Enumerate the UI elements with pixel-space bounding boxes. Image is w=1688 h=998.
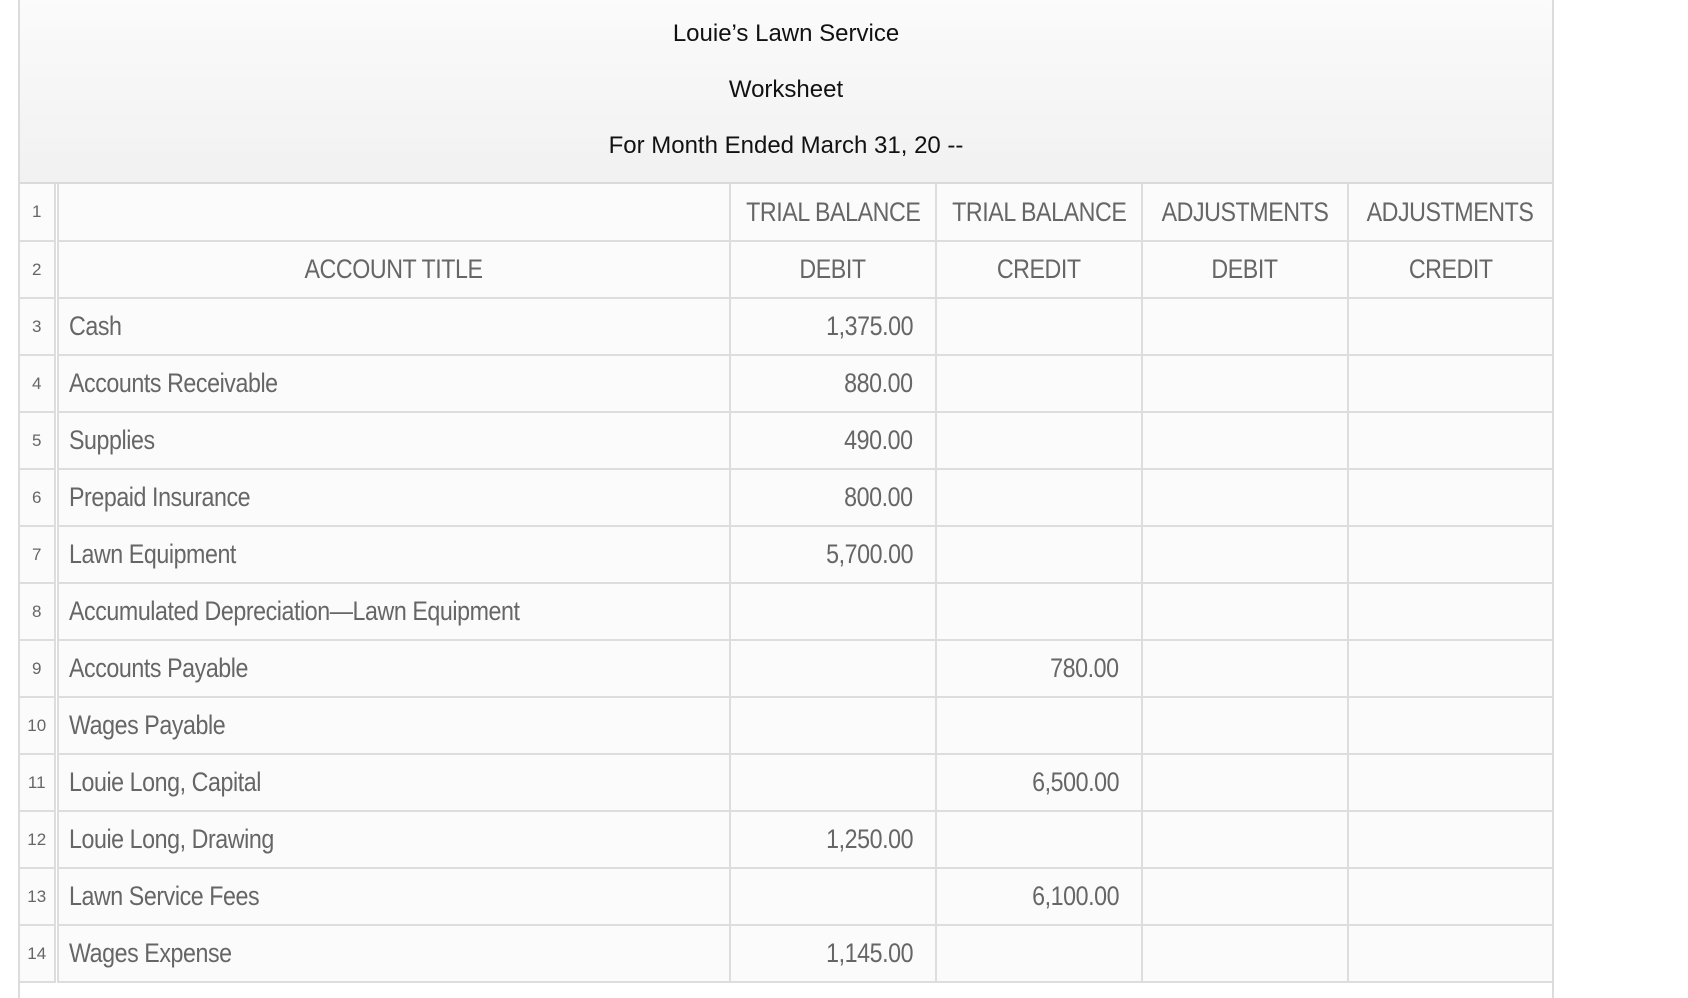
tb-credit-input[interactable] (936, 925, 1142, 982)
tb-credit-input[interactable]: 6,100.00 (936, 868, 1142, 925)
tb-credit-input[interactable] (936, 811, 1142, 868)
adj-debit-input[interactable] (1142, 754, 1348, 811)
adj-credit-input[interactable] (1348, 355, 1552, 412)
tb-credit-input[interactable] (936, 583, 1142, 640)
tb-debit-input[interactable]: 1,145.00 (730, 925, 936, 982)
tb-credit-input[interactable] (936, 412, 1142, 469)
tb-debit-group-header: TRIAL BALANCE (730, 184, 936, 241)
adj-credit-input[interactable] (1348, 298, 1552, 355)
row-number: 11 (20, 754, 56, 811)
adj-debit-input[interactable] (1142, 412, 1348, 469)
account-row (20, 298, 1552, 355)
adj-debit-input[interactable] (1142, 355, 1348, 412)
tb-debit-input[interactable] (730, 583, 936, 640)
adj-debit-input[interactable] (1142, 811, 1348, 868)
row-number: 3 (20, 298, 56, 355)
document-title: Worksheet (728, 76, 844, 103)
row-number: 9 (20, 640, 56, 697)
account-row (20, 697, 1552, 754)
adj-credit-input[interactable] (1348, 583, 1552, 640)
tb-debit-input[interactable]: 800.00 (730, 469, 936, 526)
account-title-cell: Lawn Service Fees (56, 868, 730, 925)
account-row (20, 754, 1552, 811)
account-row (20, 469, 1552, 526)
account-title-cell: Supplies (56, 412, 730, 469)
adj-credit-input[interactable] (1348, 868, 1552, 925)
adj-debit-group-header: ADJUSTMENTS (1142, 184, 1348, 241)
adj-debit-input[interactable] (1142, 640, 1348, 697)
account-row (20, 811, 1552, 868)
tb-debit-input[interactable] (730, 868, 936, 925)
account-title-cell: Accounts Payable (56, 640, 730, 697)
adj-debit-input[interactable] (1142, 469, 1348, 526)
adj-credit-input[interactable] (1348, 640, 1552, 697)
adj-debit-input[interactable] (1142, 583, 1348, 640)
row-number: 5 (20, 412, 56, 469)
account-row (20, 355, 1552, 412)
adj-credit-input[interactable] (1348, 754, 1552, 811)
tb-credit-input[interactable] (936, 469, 1142, 526)
tb-debit-input[interactable] (730, 640, 936, 697)
company-name: Louie’s Lawn Service (672, 20, 900, 47)
row-number: 2 (20, 241, 56, 298)
tb-debit-input[interactable]: 490.00 (730, 412, 936, 469)
tb-credit-header: CREDIT (936, 241, 1142, 298)
adj-debit-input[interactable] (1142, 697, 1348, 754)
account-row (20, 868, 1552, 925)
row-number: 10 (20, 697, 56, 754)
account-row (20, 526, 1552, 583)
tb-credit-input[interactable] (936, 355, 1142, 412)
worksheet-grid (20, 184, 1552, 983)
worksheet-header (20, 0, 1552, 184)
account-title-cell: Prepaid Insurance (56, 469, 730, 526)
tb-credit-input[interactable]: 780.00 (936, 640, 1142, 697)
adj-debit-input[interactable] (1142, 925, 1348, 982)
row-number: 6 (20, 469, 56, 526)
tb-credit-input[interactable]: 6,500.00 (936, 754, 1142, 811)
tb-credit-input[interactable] (936, 697, 1142, 754)
adj-debit-input[interactable] (1142, 526, 1348, 583)
account-title-cell: Louie Long, Capital (56, 754, 730, 811)
row-number: 7 (20, 526, 56, 583)
header-row-2 (20, 241, 1552, 298)
tb-credit-input[interactable] (936, 298, 1142, 355)
adj-credit-input[interactable] (1348, 469, 1552, 526)
tb-credit-group-header: TRIAL BALANCE (936, 184, 1142, 241)
account-title-header: ACCOUNT TITLE (56, 241, 730, 298)
row-number: 8 (20, 583, 56, 640)
adj-debit-input[interactable] (1142, 298, 1348, 355)
adj-credit-group-header: ADJUSTMENTS (1348, 184, 1552, 241)
period-line: For Month Ended March 31, 20 -- (608, 132, 964, 159)
worksheet-panel (18, 0, 1554, 998)
account-title-cell: Wages Payable (56, 697, 730, 754)
row-number: 1 (20, 184, 56, 241)
tb-debit-input[interactable]: 1,250.00 (730, 811, 936, 868)
account-title-cell: Accumulated Depreciation—Lawn Equipment (56, 583, 730, 640)
account-row (20, 412, 1552, 469)
tb-debit-input[interactable]: 1,375.00 (730, 298, 936, 355)
tb-debit-input[interactable] (730, 754, 936, 811)
row-number: 14 (20, 925, 56, 982)
row-number: 4 (20, 355, 56, 412)
account-row (20, 925, 1552, 982)
tb-debit-header: DEBIT (730, 241, 936, 298)
account-title-cell: Cash (56, 298, 730, 355)
tb-debit-input[interactable]: 5,700.00 (730, 526, 936, 583)
adj-credit-input[interactable] (1348, 697, 1552, 754)
adj-credit-input[interactable] (1348, 412, 1552, 469)
account-title-header-blank (56, 184, 730, 241)
adj-credit-header: CREDIT (1348, 241, 1552, 298)
account-row (20, 583, 1552, 640)
account-row (20, 640, 1552, 697)
adj-credit-input[interactable] (1348, 811, 1552, 868)
account-title-cell: Accounts Receivable (56, 355, 730, 412)
tb-debit-input[interactable]: 880.00 (730, 355, 936, 412)
row-number: 13 (20, 868, 56, 925)
adj-credit-input[interactable] (1348, 925, 1552, 982)
account-title-cell: Wages Expense (56, 925, 730, 982)
header-row-1 (20, 184, 1552, 241)
account-title-cell: Louie Long, Drawing (56, 811, 730, 868)
tb-credit-input[interactable] (936, 526, 1142, 583)
row-number: 12 (20, 811, 56, 868)
adj-debit-header: DEBIT (1142, 241, 1348, 298)
tb-debit-input[interactable] (730, 697, 936, 754)
adj-debit-input[interactable] (1142, 868, 1348, 925)
account-title-cell: Lawn Equipment (56, 526, 730, 583)
adj-credit-input[interactable] (1348, 526, 1552, 583)
